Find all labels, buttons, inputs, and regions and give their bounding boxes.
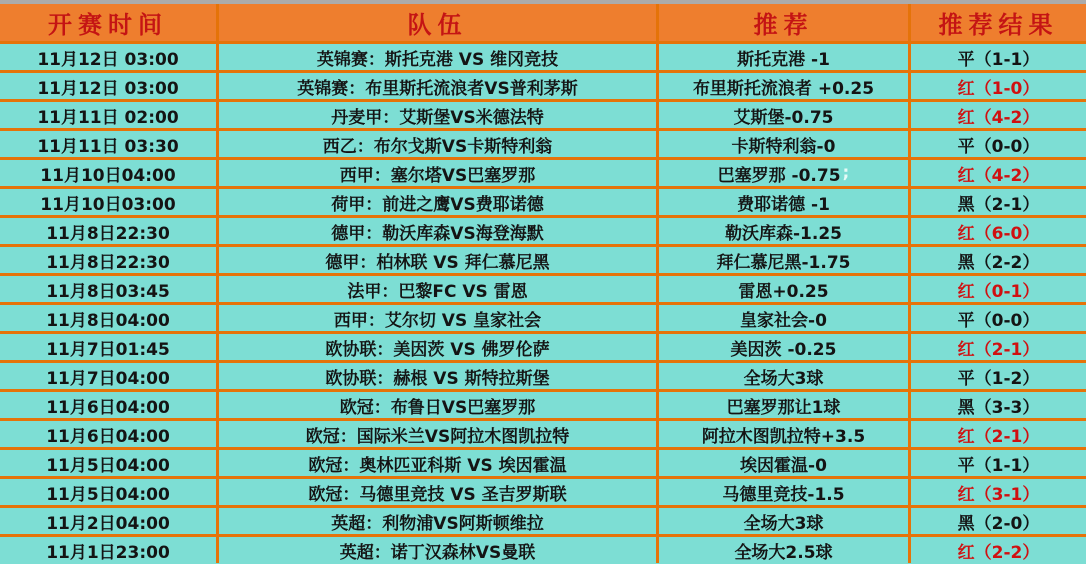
table-row [0,186,1086,215]
column-header-result: 推荐结果 [908,4,1086,41]
table-row [0,157,1086,186]
match-teams: 丹麦甲：艾斯堡VS米德法特 [216,102,656,128]
match-teams: 德甲：勒沃库森VS海登海默 [216,218,656,244]
recommendation: 巴塞罗那 -0.75 ; [656,160,908,186]
table-row [0,360,1086,389]
match-time: 11月12日 03:00 [37,78,179,99]
table-row [0,389,1086,418]
recommendation: 雷恩+0.25 [656,276,908,302]
match-time: 11月6日04:00 [46,397,170,418]
table-row [0,302,1086,331]
table-row [0,418,1086,447]
recommendation-result: 红（3-1） [908,479,1086,505]
recommendation: 皇家社会-0 [656,305,908,331]
recommendation-result: 黑（2-2） [908,247,1086,273]
recommendation: 卡斯特利翁-0 [656,131,908,157]
table-row [0,534,1086,563]
recommendation-result: 红（4-2） [908,102,1086,128]
match-time: 11月8日22:30 [46,223,170,244]
recommendation-result: 黑（3-3） [908,392,1086,418]
recommendation-result: 黑（2-0） [908,508,1086,534]
recommendation: 全场大3球 [656,363,908,389]
recommendation: 阿拉木图凯拉特+3.5 [656,421,908,447]
match-time: 11月8日03:45 [46,281,170,302]
recommendation: 斯托克港 -1 [656,44,908,70]
column-header-start-time: 开赛时间 [48,11,168,39]
table-header-row [0,4,1086,41]
recommendation: 巴塞罗那让1球 [656,392,908,418]
recommendation-result: 平（1-1） [908,44,1086,70]
match-time: 11月6日04:00 [46,426,170,447]
recommendation-result: 黑（2-1） [908,189,1086,215]
match-time: 11月5日04:00 [46,455,170,476]
recommendation-result: 红（2-2） [908,537,1086,563]
recommendation: 费耶诺德 -1 [656,189,908,215]
recommendation: 拜仁慕尼黑-1.75 [656,247,908,273]
match-time: 11月11日 03:30 [37,136,179,157]
match-teams: 英锦赛：布里斯托流浪者VS普利茅斯 [216,73,656,99]
recommendation: 埃因霍温-0 [656,450,908,476]
recommendation: 美因茨 -0.25 [656,334,908,360]
recommendation-result: 红（0-1） [908,276,1086,302]
match-teams: 英超：利物浦VS阿斯顿维拉 [216,508,656,534]
ghost-artifact: ; [842,163,850,183]
table-row [0,476,1086,505]
recommendation-result: 红（2-1） [908,421,1086,447]
match-time: 11月1日23:00 [46,542,170,563]
betting-recommendation-table [0,4,1086,564]
match-time: 11月2日04:00 [46,513,170,534]
table-row [0,447,1086,476]
recommendation-result: 平（0-0） [908,305,1086,331]
match-time: 11月10日03:00 [40,194,176,215]
match-teams: 英超：诺丁汉森林VS曼联 [216,537,656,563]
table-row [0,128,1086,157]
match-teams: 法甲：巴黎FC VS 雷恩 [216,276,656,302]
table-row [0,273,1086,302]
recommendation: 艾斯堡-0.75 [656,102,908,128]
match-teams: 西乙：布尔戈斯VS卡斯特利翁 [216,131,656,157]
recommendation: 全场大2.5球 [656,537,908,563]
match-teams: 西甲：艾尔切 VS 皇家社会 [216,305,656,331]
match-teams: 欧协联：美因茨 VS 佛罗伦萨 [216,334,656,360]
match-time: 11月8日22:30 [46,252,170,273]
match-time: 11月5日04:00 [46,484,170,505]
column-header-recommendation: 推荐 [656,4,908,41]
match-teams: 欧冠：奥林匹亚科斯 VS 埃因霍温 [216,450,656,476]
table-row [0,99,1086,128]
table-row [0,215,1086,244]
recommendation: 全场大3球 [656,508,908,534]
match-time: 11月7日01:45 [46,339,170,360]
match-teams: 英锦赛：斯托克港 VS 维冈竞技 [216,44,656,70]
recommendation-result: 红（2-1） [908,334,1086,360]
recommendation: 勒沃库森-1.25 [656,218,908,244]
match-teams: 欧冠：布鲁日VS巴塞罗那 [216,392,656,418]
table-row [0,70,1086,99]
match-teams: 荷甲：前进之鹰VS费耶诺德 [216,189,656,215]
recommendation-result: 红（4-2） [908,160,1086,186]
match-teams: 欧协联：赫根 VS 斯特拉斯堡 [216,363,656,389]
recommendation-result: 平（1-2） [908,363,1086,389]
column-header-teams: 队伍 [216,4,656,41]
recommendation: 马德里竞技-1.5 [656,479,908,505]
match-teams: 欧冠：国际米兰VS阿拉木图凯拉特 [216,421,656,447]
table-row [0,244,1086,273]
recommendation-result: 红（6-0） [908,218,1086,244]
match-time: 11月8日04:00 [46,310,170,331]
recommendation-result: 平（0-0） [908,131,1086,157]
match-time: 11月7日04:00 [46,368,170,389]
match-teams: 德甲：柏林联 VS 拜仁慕尼黑 [216,247,656,273]
table-body [0,41,1086,563]
match-time: 11月12日 03:00 [37,49,179,70]
recommendation-result: 红（1-0） [908,73,1086,99]
match-teams: 西甲：塞尔塔VS巴塞罗那 [216,160,656,186]
table-row [0,331,1086,360]
match-time: 11月11日 02:00 [37,107,179,128]
table-row [0,41,1086,70]
recommendation: 布里斯托流浪者 +0.25 [656,73,908,99]
match-time: 11月10日04:00 [40,165,176,186]
table-row [0,505,1086,534]
match-teams: 欧冠：马德里竞技 VS 圣吉罗斯联 [216,479,656,505]
recommendation-result: 平（1-1） [908,450,1086,476]
